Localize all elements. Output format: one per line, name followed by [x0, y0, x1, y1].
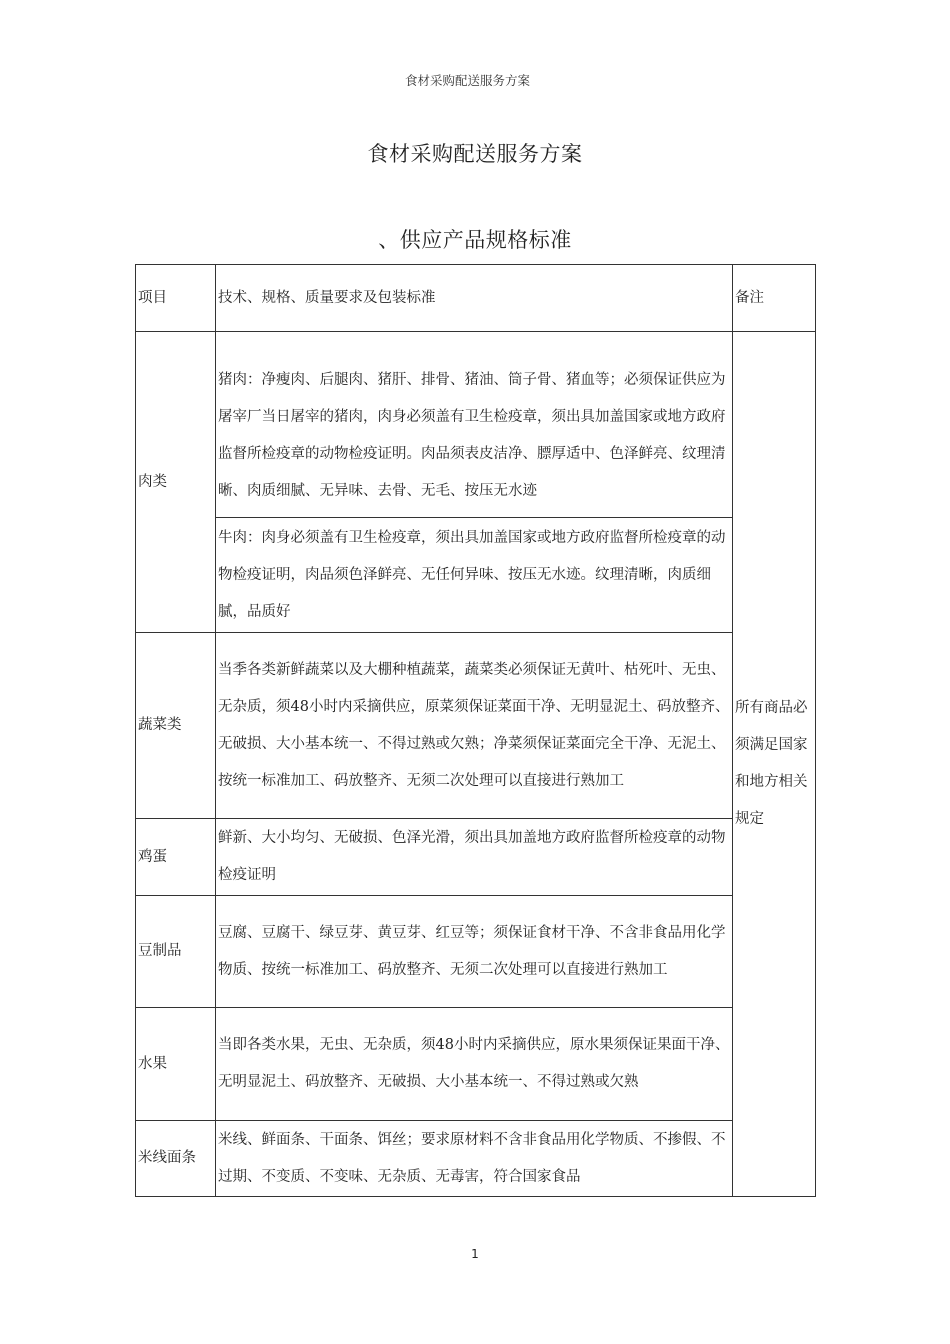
header-tech: 技术、规格、质量要求及包装标准	[216, 265, 733, 332]
row-tech-vegetables: 当季各类新鲜蔬菜以及大棚种植蔬菜，蔬菜类必须保证无黄叶、枯死叶、无虫、无杂质，须48小时内采摘供应，原菜须保证菜面干净、无明显泥土、码放整齐、无破损、大小基本统一、不得过熟或欠熟；净菜须保证菜面完全干净、无泥土、按统一标准加工、码放整齐、无须二次处理可以直接进行熟加工	[216, 633, 733, 819]
row-item-eggs: 鸡蛋	[136, 819, 216, 896]
table-header-row	[136, 265, 816, 332]
spec-table	[135, 264, 816, 1197]
table-row	[136, 1121, 816, 1197]
header-item: 项目	[136, 265, 216, 332]
running-header: 食材采购配送服务方案	[405, 73, 531, 88]
row-item-meat: 肉类	[136, 332, 216, 633]
section-title: 、供应产品规格标准	[378, 228, 572, 252]
note-merged: 所有商品必须满足国家和地方相关规定	[733, 332, 816, 1197]
row-tech-pork: 猪肉：净瘦肉、后腿肉、猪肝、排骨、猪油、筒子骨、猪血等；必须保证供应为屠宰厂当日屠宰的猪肉，肉身必须盖有卫生检疫章，须出具加盖国家或地方政府监督所检疫章的动物检疫证明。肉品须表皮洁净、膘厚适中、色泽鲜亮、纹理清晰、肉质细腻、无异味、去骨、无毛、按压无水迹	[216, 332, 733, 518]
row-tech-noodles: 米线、鲜面条、干面条、饵丝；要求原材料不含非食品用化学物质、不掺假、不过期、不变质、不变味、无杂质、无毒害，符合国家食品	[216, 1121, 733, 1197]
row-item-noodles: 米线面条	[136, 1121, 216, 1197]
row-tech-fruit: 当即各类水果，无虫、无杂质，须48小时内采摘供应，原水果须保证果面干净、无明显泥土、码放整齐、无破损、大小基本统一、不得过熟或欠熟	[216, 1008, 733, 1121]
row-tech-tofu: 豆腐、豆腐干、绿豆芽、黄豆芽、红豆等；须保证食材干净、不含非食品用化学物质、按统一标准加工、码放整齐、无须二次处理可以直接进行熟加工	[216, 896, 733, 1008]
row-tech-beef: 牛肉：肉身必须盖有卫生检疫章，须出具加盖国家或地方政府监督所检疫章的动物检疫证明，肉品须色泽鲜亮、无任何异味、按压无水迹。纹理清晰，肉质细腻，品质好	[216, 518, 733, 633]
row-item-tofu: 豆制品	[136, 896, 216, 1008]
page-number: 1	[471, 1247, 479, 1261]
table-row	[136, 633, 816, 819]
table-row	[136, 332, 816, 518]
table-row	[136, 518, 816, 633]
header-note: 备注	[733, 265, 816, 332]
row-item-vegetables: 蔬菜类	[136, 633, 216, 819]
document-title: 食材采购配送服务方案	[367, 142, 583, 166]
row-tech-eggs: 鲜新、大小均匀、无破损、色泽光滑，须出具加盖地方政府监督所检疫章的动物检疫证明	[216, 819, 733, 896]
row-item-fruit: 水果	[136, 1008, 216, 1121]
table-row	[136, 819, 816, 896]
table-row	[136, 1008, 816, 1121]
table-row	[136, 896, 816, 1008]
